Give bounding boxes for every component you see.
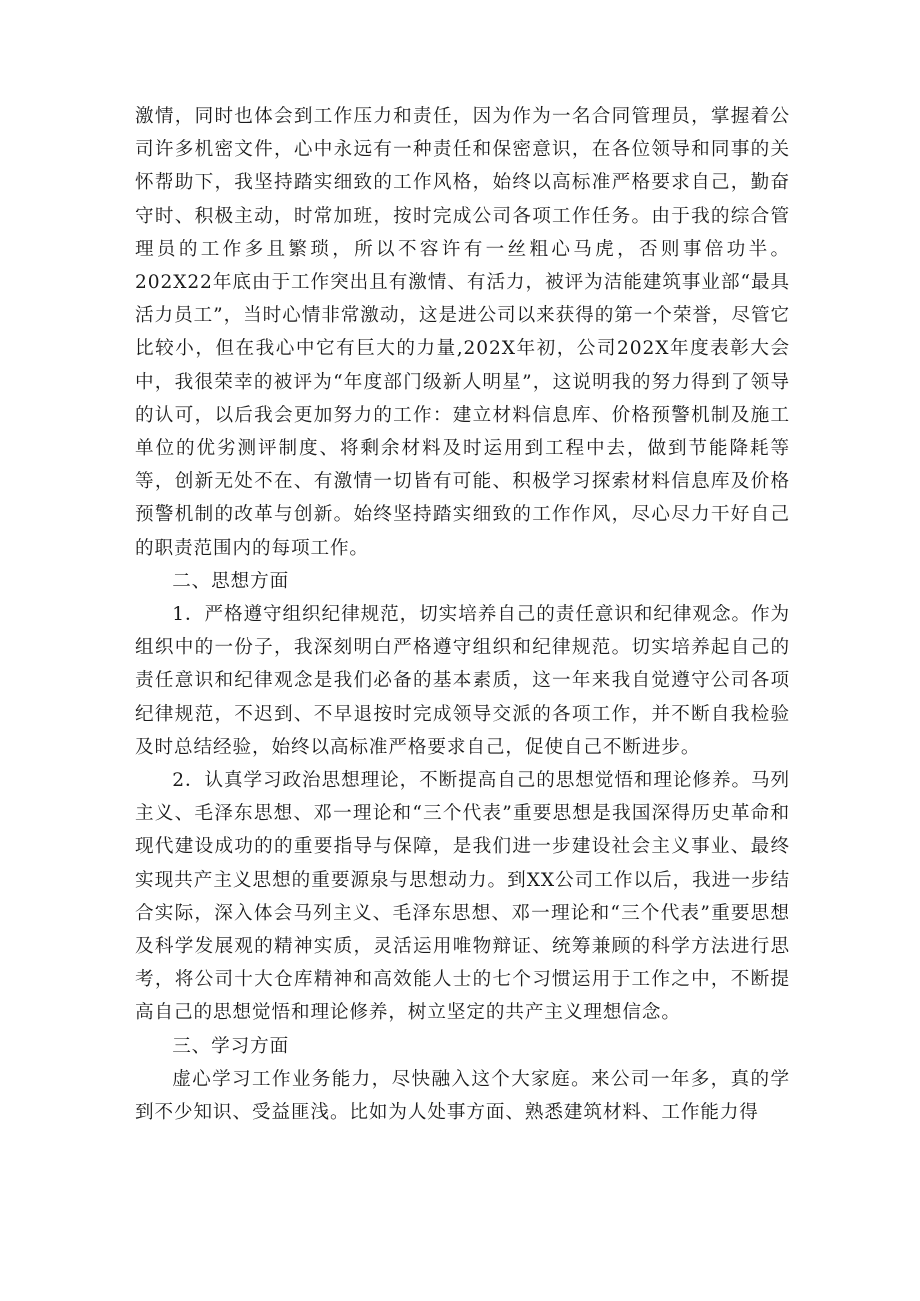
paragraph-learning: 虚心学习工作业务能力，尽快融入这个大家庭。来公司一年多，真的学到不少知识、受益匪浅。比如为人处事方面、熟悉建筑材料、工作能力得: [135, 1068, 790, 1124]
paragraph-discipline: 1．严格遵守组织纪律规范，切实培养自己的责任意识和纪律观念。作为组织中的一份子，我深刻明白严格遵守组织和纪律规范。切实培养起自己的责任意识和纪律观念是我们必备的基本素质，这一年来我自觉遵守公司各项纪律规范，不迟到、不早退按时完成领导交派的各项工作，并不断自我检验及时总结经验，始终以高标准严格要求自己，促使自己不断进步。: [135, 604, 790, 758]
document-page: [135, 100, 790, 1129]
paragraph-political-theory: 2．认真学习政治思想理论，不断提高自己的思想觉悟和理论修养。马列主义、毛泽东思想、邓一理论和“三个代表”重要思想是我国深得历史革命和现代建设成功的的重要指导与保障，是我们进一步建设社会主义事业、最终实现共产主义思想的重要源泉与思想动力。到XX公司工作以后，我进一步结合实际，深入体会马列主义、毛泽东思想、邓一理论和“三个代表”重要思想及科学发展观的精神实质，灵活运用唯物辩证、统筹兼顾的科学方法进行思考，将公司十大仓库精神和高效能人士的七个习惯运用于工作之中，不断提高自己的思想觉悟和理论修养，树立坚定的共产主义理想信念。: [135, 770, 790, 1024]
section-heading-ideology: 二、思想方面: [172, 570, 290, 592]
paragraph-work-performance: 激情，同时也体会到工作压力和责任，因为作为一名合同管理员，掌握着公司许多机密文件，心中永远有一种责任和保密意识，在各位领导和同事的关怀帮助下，我坚持踏实细致的工作风格，始终以高标准严格要求自己，勤奋守时、积极主动，时常加班，按时完成公司各项工作任务。由于我的综合管理员的工作多且繁琐，所以不容许有一丝粗心马虎，否则事倍功半。202X22年底由于工作突出且有激情、有活力，被评为洁能建筑事业部“最具活力员工”，当时心情非常激动，这是进公司以来获得的第一个荣誉，尽管它比较小，但在我心中它有巨大的力量,202X年初，公司202X年度表彰大会中，我很荣幸的被评为“年度部门级新人明星”，这说明我的努力得到了领导的认可，以后我会更加努力的工作：建立材料信息库、价格预警机制及施工单位的优劣测评制度、将剩余材料及时运用到工程中去，做到节能降耗等等，创新无处不在、有激情一切皆有可能、积极学习探索材料信息库及价格预警机制的改革与创新。始终坚持踏实细致的工作作风，尽心尽力干好自己的职责范围内的每项工作。: [135, 106, 790, 559]
section-heading-study: 三、学习方面: [172, 1035, 290, 1057]
